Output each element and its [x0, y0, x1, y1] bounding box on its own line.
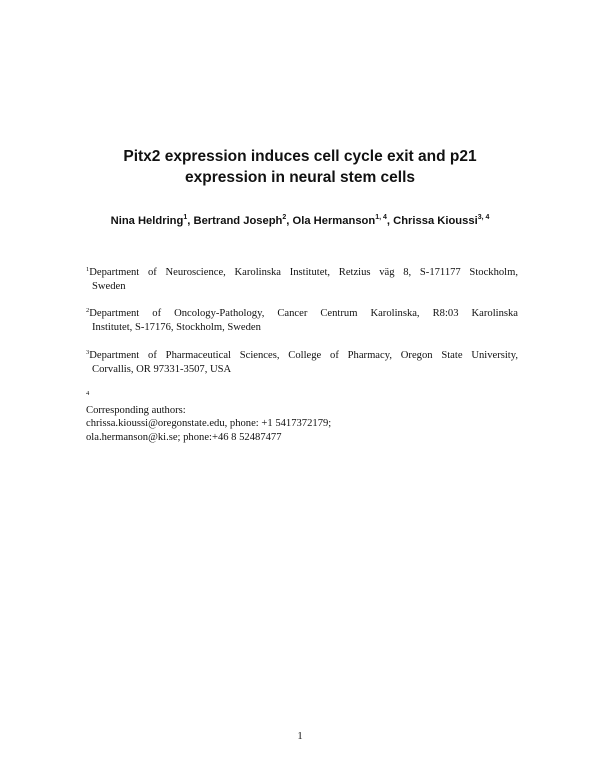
author-name: Chrissa Kioussi	[393, 215, 478, 227]
author-separator: ,	[286, 215, 293, 227]
affiliation-text-continued: Sweden	[92, 281, 126, 292]
author-affiliation-mark: 1, 4	[375, 214, 387, 221]
author-list	[0, 213, 600, 229]
corresponding-contact-1: chrissa.kioussi@oregonstate.edu, phone: +1 5417372179;	[86, 418, 332, 429]
author-affiliation-mark: 2	[282, 214, 287, 221]
corresponding-authors	[86, 390, 518, 444]
author-affiliation-mark: 1	[183, 214, 188, 221]
affiliation-text: Department of Pharmaceutical Sciences, College of Pharmacy, Oregon State University,	[89, 350, 518, 361]
title-line-2: expression in neural stem cells	[184, 169, 416, 186]
affiliation-2	[86, 307, 518, 335]
corresponding-mark: 4	[86, 390, 90, 397]
affiliation-text: Department of Neuroscience, Karolinska Institutet, Retzius väg 8, S-171177 Stockholm,	[89, 267, 518, 278]
author-separator: ,	[386, 215, 394, 227]
corresponding-label: Corresponding authors:	[86, 404, 186, 416]
corresponding-contact-2: ola.hermanson@ki.se; phone:+46 8 52487477	[86, 431, 282, 443]
affiliation-mark: 3	[86, 349, 90, 356]
affiliation-mark: 2	[86, 307, 90, 314]
author-affiliation-mark: 3, 4	[477, 214, 490, 221]
title-line-1: Pitx2 expression induces cell cycle exit and p21	[123, 148, 477, 165]
affiliation-text-continued: Institutet, S-17176, Stockholm, Sweden	[92, 322, 261, 333]
author-name: Nina Heldring	[110, 215, 184, 227]
author-separator: ,	[187, 215, 194, 227]
affiliation-text: Department of Oncology-Pathology, Cancer Centrum Karolinska, R8:03 Karolinska	[89, 308, 518, 319]
author-name: Bertrand Joseph	[193, 215, 283, 227]
paper-title	[0, 146, 600, 188]
affiliation-1	[86, 266, 518, 294]
page-number: 1	[297, 731, 303, 742]
affiliation-3	[86, 349, 518, 377]
author-name: Ola Hermanson	[292, 215, 376, 227]
affiliation-mark: 1	[86, 266, 90, 273]
affiliation-text-continued: Corvallis, OR 97331-3507, USA	[92, 364, 232, 375]
